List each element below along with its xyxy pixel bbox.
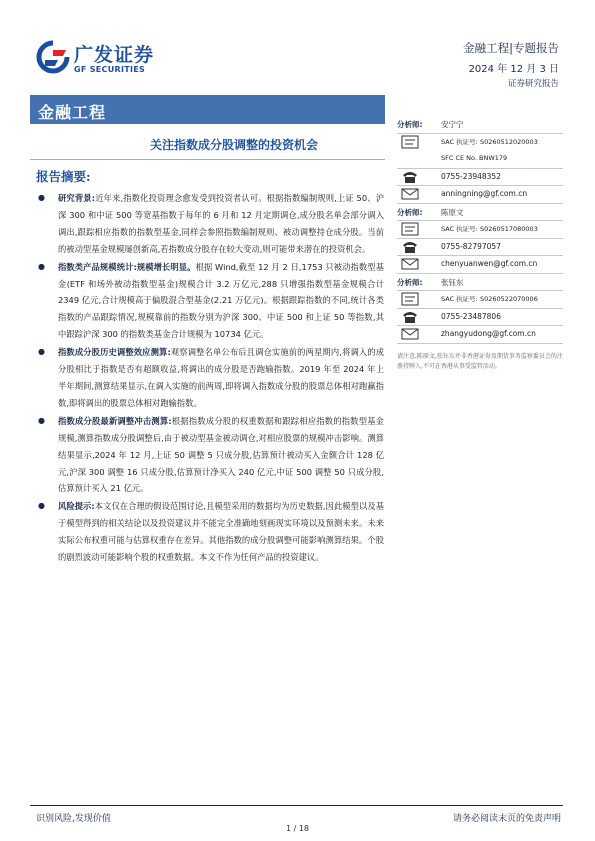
title-divider bbox=[30, 159, 385, 160]
analyst-phone: 0755-23948352 bbox=[441, 171, 501, 181]
bullet-item bbox=[36, 498, 384, 566]
analyst-sac-row bbox=[397, 291, 563, 309]
phone-icon bbox=[401, 240, 419, 254]
email-icon bbox=[401, 187, 419, 201]
bullet-dot-icon: ● bbox=[38, 347, 45, 357]
analyst-label: 分析师: bbox=[397, 120, 423, 129]
bullet-dot-icon: ● bbox=[38, 501, 45, 511]
bullet-body: 观察调整名单公布后且调仓实施前的两星期内,将调入的成分股相比于指数是否有超额收益,将调出的成分股是否跑输指数。2019 年至 2024 年上半年期间,测算结果显示,在调入实施的前两周,即将调入指数成分股的股票总体相对跑赢指数,即将调出的股票总体相对跑输指数。 bbox=[58, 347, 384, 408]
logo-text-en: GF SECURITIES bbox=[74, 65, 146, 74]
analyst-sac-row bbox=[397, 221, 563, 239]
analyst-sac-row bbox=[397, 134, 563, 152]
report-type-header: 金融工程|专题报告 bbox=[463, 41, 559, 55]
bullet-item bbox=[36, 190, 384, 258]
summary-heading: 报告摘要: bbox=[36, 169, 91, 184]
bullet-item bbox=[36, 344, 384, 412]
analyst-phone: 0755-82797057 bbox=[441, 241, 501, 251]
phone-icon bbox=[401, 310, 419, 324]
footer-divider bbox=[30, 805, 563, 806]
bullet-body: 本文仅在合理的假设范围讨论,且模型采用的数据均为历史数据,因此模型以及基于模型得到的相关结论以及投资建议并不能完全准确地刻画现实环境以及预测未来。未来实际公布权重可能与估算权重存在差异。其他指数的成分股调整可能影响测算结果。个股的剧烈波动可能影响个股的权重数据。本文不作为任何产品的投资建议。 bbox=[58, 501, 384, 563]
analyst-email[interactable]: zhangyudong@gf.com.cn bbox=[441, 329, 536, 338]
category-banner-text: 金融工程 bbox=[38, 103, 107, 122]
analyst-name: 安宁宁 bbox=[441, 120, 464, 129]
bullet-item bbox=[36, 413, 384, 498]
category-banner bbox=[30, 95, 385, 124]
analyst-email[interactable]: chenyuanwen@gf.com.cn bbox=[441, 259, 538, 268]
analyst-email-row bbox=[397, 256, 563, 274]
company-logo bbox=[36, 40, 156, 76]
analyst-email-row bbox=[397, 326, 563, 344]
id-card-icon bbox=[401, 292, 419, 306]
analyst-phone-row bbox=[397, 309, 563, 327]
page-number: 1 / 18 bbox=[285, 824, 310, 833]
analyst-sfc: SFC CE No. BNW179 bbox=[441, 154, 508, 162]
bullet-dot-icon: ● bbox=[38, 415, 45, 425]
bullet-heading: 指数成分股历史调整效应测算: bbox=[58, 347, 171, 358]
bullet-heading: 指数成分股最新调整冲击测算: bbox=[58, 415, 172, 426]
summary-bullets bbox=[36, 190, 384, 567]
analyst-name: 张钰东 bbox=[441, 277, 464, 287]
analyst-sac: SAC 执证号: S0260512020003 bbox=[441, 137, 538, 146]
analyst-email[interactable]: anningning@gf.com.cn bbox=[441, 189, 528, 198]
phone-icon bbox=[401, 170, 419, 184]
footer-disclaimer-note: 请务必阅读末页的免责声明 bbox=[452, 814, 561, 824]
analyst-name-row bbox=[397, 274, 563, 292]
analyst-label: 分析师: bbox=[397, 277, 423, 287]
analyst-label: 分析师: bbox=[397, 207, 423, 217]
analyst-name-row bbox=[397, 116, 563, 134]
bullet-body: 根据 Wind,截至 12 月 2 日,1753 只被动指数型基金(ETF 和场外被动指数型基金)规模合计 3.2 万亿元,288 只增强指数型基金规模合计 2349 亿元,合计规模高于偏股混合型基金(2.21 万亿元)。根据跟踪指数的不同,统计各类指数的产品跟踪情况,规模靠前的指数分别为沪深 300、中证 500 和上证 50 等指数,其中跟踪沪深 300 的指数类基金合计规模为 10734 亿元。 bbox=[58, 261, 384, 340]
bullet-body: 近年来,指数化投资理念愈发受到投资者认可。根据指数编制规则,上证 50、沪深 300 和中证 500 等宽基指数于每年的 6 月和 12 月定期调仓,成分股名单会部分调入调出,跟踪相应指数的指数型基金,同样会参照指数编制规则、被动调整持仓成分股。当前的被动型基金规模屡创新高,若指数成分股存在较大变动,则可能带来潜在的投资机会。 bbox=[58, 193, 384, 254]
footer-slogan: 识别风险,发现价值 bbox=[36, 814, 111, 824]
bullet-heading: 研究背景: bbox=[58, 193, 96, 203]
analyst-phone-row bbox=[397, 239, 563, 257]
analyst-disclaimer: 请注意,陈原文,张钰东并非香港证券及期货事务监察委员会的注册持牌人,不可在香港从事受监管活动。 bbox=[397, 353, 563, 370]
id-card-icon bbox=[401, 222, 419, 236]
report-dept: 证券研究报告 bbox=[507, 79, 559, 89]
analyst-panel bbox=[397, 116, 563, 344]
bullet-body: 根据指数成分股的权重数据和跟踪相应指数的指数型基金规模,测算指数成分股调整后,由于被动型基金被动调仓,对相应股票的规模冲击影响。测算结果显示,2024 年 12 月,上证 50 调整 5 只成分股,估算预计被动买入金额合计 128 亿元,沪深 300 调整 16 只成分股,估算预计净买入 240 亿元,中证 500 调整 50 只成分股,估算预计买入 21 亿元。 bbox=[58, 415, 384, 494]
bullet-dot-icon: ● bbox=[38, 193, 45, 202]
report-title: 关注指数成分股调整的投资机会 bbox=[150, 138, 319, 152]
bullet-heading: 风险提示: bbox=[58, 501, 95, 512]
analyst-email-row bbox=[397, 186, 563, 204]
analyst-name-row bbox=[397, 204, 563, 222]
analyst-phone-row bbox=[397, 169, 563, 187]
gf-logo-icon bbox=[36, 40, 70, 74]
analyst-phone: 0755-23487806 bbox=[441, 311, 501, 321]
email-icon bbox=[401, 327, 419, 341]
bullet-heading: 指数类产品规模统计:规模增长明显。 bbox=[58, 261, 196, 272]
analyst-sac: SAC 执证号: S0260522070006 bbox=[441, 295, 538, 303]
bullet-dot-icon: ● bbox=[38, 261, 45, 271]
report-date: 2024 年 12 月 3 日 bbox=[468, 64, 559, 75]
analyst-sac: SAC 执证号: S0260517080003 bbox=[441, 225, 538, 233]
logo-text-cn: 广发证券 bbox=[74, 44, 155, 66]
email-icon bbox=[401, 257, 419, 271]
analyst-name: 陈原文 bbox=[441, 207, 464, 217]
analyst-sfc-row bbox=[397, 151, 563, 169]
bullet-item bbox=[36, 259, 384, 344]
id-card-icon bbox=[401, 135, 419, 149]
